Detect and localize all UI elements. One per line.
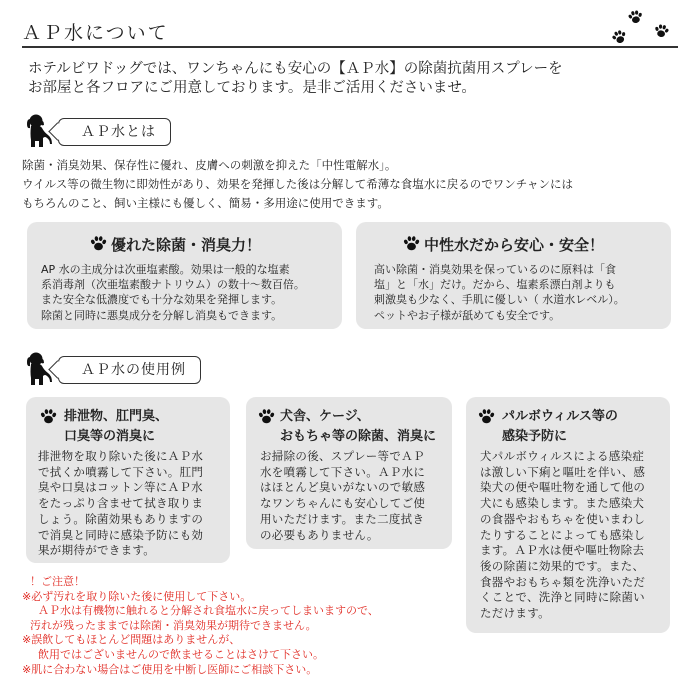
caution-line: ※肌に合わない場合はご使用を中断し医師にご相談下さい。 [22, 662, 318, 676]
card-line: で消臭と同時に感染予防にも効 [38, 527, 204, 542]
card-line: はほとんど臭いがないので敏感 [260, 480, 426, 495]
card-line: ます。ＡＰ水は便や嘔吐物除去 [480, 543, 645, 558]
card-line: 水を噴霧して下さい。ＡＰ水に [260, 464, 426, 479]
card-line: 食器やおもちゃ類を洗浄いただ [480, 574, 646, 589]
card-line: で拭くか噴霧して下さい。肛門 [38, 464, 204, 479]
panel-line: 刺激臭も少なく、手肌に優しい（ 水道水レベル）。 [374, 293, 625, 307]
caution-line: ※誤飲してもほとんど問題はありませんが、 [22, 633, 241, 647]
caution-line: 飲用ではございませんので飲ませることはさけて下さい。 [38, 647, 324, 661]
card-title-line: 排泄物、肛門臭、 [64, 409, 169, 424]
paw-icon [40, 408, 57, 425]
panel-line: 除菌と同時に悪臭成分を分解し消臭もできます。 [41, 308, 283, 322]
card-line: 犬パルボウィルスによる感染症 [480, 449, 645, 463]
card-title-line: 口臭等の消臭に [64, 429, 156, 444]
panel-text [41, 262, 305, 323]
page-title: ＡＰ水について [22, 22, 169, 44]
card-line: の食器やおもちゃを使いまわし [480, 511, 646, 526]
paw-prints-icon [608, 8, 678, 48]
panel-text [374, 262, 625, 323]
panel-title [90, 234, 261, 255]
card-title [280, 407, 436, 447]
paw-icon [258, 408, 275, 425]
section-about-label: ＡＰ水とは [81, 124, 156, 140]
caution-line: 汚れが残ったままでは除菌・消臭効果が期待できません。 [30, 618, 317, 632]
panel-line: また安全な低濃度でも十分な効果を発揮します。 [41, 293, 283, 307]
card-title-line: パルボウィルス等の [502, 409, 618, 424]
caution-line: ※必ず汚れを取り除いた後に使用して下さい。 [22, 589, 252, 603]
about-description [22, 156, 573, 213]
intro-line: お部屋と各フロアにご用意しております。是非ご活用くださいませ。 [28, 80, 476, 96]
about-line: もちろんのこと、飼い主様にも優しく、簡易・多用途に使用できます。 [22, 196, 389, 210]
intro-line: ホテルビワドッグでは、ワンちゃんにも安心の【ＡＰ水】の除菌抗菌用スプレーを [28, 61, 563, 77]
usage-card-kennel [246, 397, 452, 549]
panel-title-text: 優れた除菌・消臭力！ [111, 236, 262, 254]
caution-notes [22, 575, 379, 677]
card-line: は激しい下痢と嘔吐を伴い、感 [480, 464, 646, 479]
card-line: 臭や口臭はコットン等にＡＰ水 [38, 480, 203, 495]
card-line: なワンちゃんにも安心してご使 [260, 496, 426, 511]
caution-line: ＡＰ水は有機物に触れると分解され食塩水に戻ってしまいますので、 [38, 604, 379, 618]
section-about-label-box [58, 118, 171, 146]
card-title [502, 407, 618, 447]
feature-panel-safety [356, 222, 671, 329]
panel-title-text: 中性水だから安心・安全！ [424, 236, 605, 254]
section-usage-label-box [58, 356, 201, 384]
card-text [260, 449, 425, 543]
card-title-line: 感染予防に [502, 429, 568, 444]
section-usage-label: ＡＰ水の使用例 [81, 362, 186, 378]
card-line: の必要もありません。 [260, 527, 379, 542]
card-line: 果が期待ができます。 [38, 543, 156, 558]
paw-icon [90, 235, 107, 252]
card-line: 用いただけます。また二度拭き [260, 511, 425, 526]
panel-line: ペットやお子様が舐めても安全です。 [374, 308, 561, 322]
panel-title [403, 234, 604, 255]
panel-line: 高い除菌・消臭効果を保っているのに原料は「食 [374, 263, 616, 276]
paw-icon [403, 235, 420, 252]
card-line: くことで、洗浄と同時に除菌い [480, 590, 645, 605]
card-text [38, 449, 203, 559]
card-title-line: 犬舎、ケージ、 [280, 409, 370, 424]
card-line: たりすることによっても感染し [480, 527, 646, 542]
card-line: 犬にも感染します。また感染犬 [480, 496, 645, 511]
card-line: をたっぷり含ませて拭き取りま [38, 496, 204, 511]
usage-card-parvovirus [466, 397, 670, 633]
feature-panel-disinfection [27, 222, 342, 329]
card-line: 染犬の便や嘔吐物を通して他の [480, 480, 646, 495]
card-title-line: おもちゃ等の除菌、消臭に [280, 429, 437, 444]
caution-heading: ！ご注意！ [30, 575, 85, 588]
card-line: お掃除の後、スプレー等でＡＰ [260, 449, 425, 463]
card-text [480, 449, 645, 622]
intro-text [28, 60, 563, 98]
usage-card-excretion [26, 397, 230, 563]
card-line: ただけます。 [480, 606, 550, 621]
about-line: 除菌・消臭効果、保存性に優れ、皮膚への刺激を抑えた「中性電解水」。 [22, 158, 397, 172]
paw-icon [478, 408, 495, 425]
card-title [64, 407, 168, 447]
page-header [22, 14, 678, 48]
panel-line: 系消毒剤（次亜塩素酸ナトリウム）の数十～数百倍。 [41, 278, 305, 292]
card-line: しょう。除菌効果もありますの [38, 511, 204, 526]
panel-line: 塩」と「水」だけ。だから、塩素系漂白剤よりも [374, 278, 616, 292]
card-line: 後の除菌に効果的です。また、 [480, 558, 645, 573]
panel-line: AP 水の主成分は次亜塩素酸。効果は一般的な塩素 [41, 263, 290, 276]
about-line: ウイルス等の微生物に即効性があり、効果を発揮した後は分解して希薄な食塩水に戻るのでワンチャンには [22, 177, 573, 191]
card-line: 排泄物を取り除いた後にＡＰ水 [38, 449, 204, 463]
